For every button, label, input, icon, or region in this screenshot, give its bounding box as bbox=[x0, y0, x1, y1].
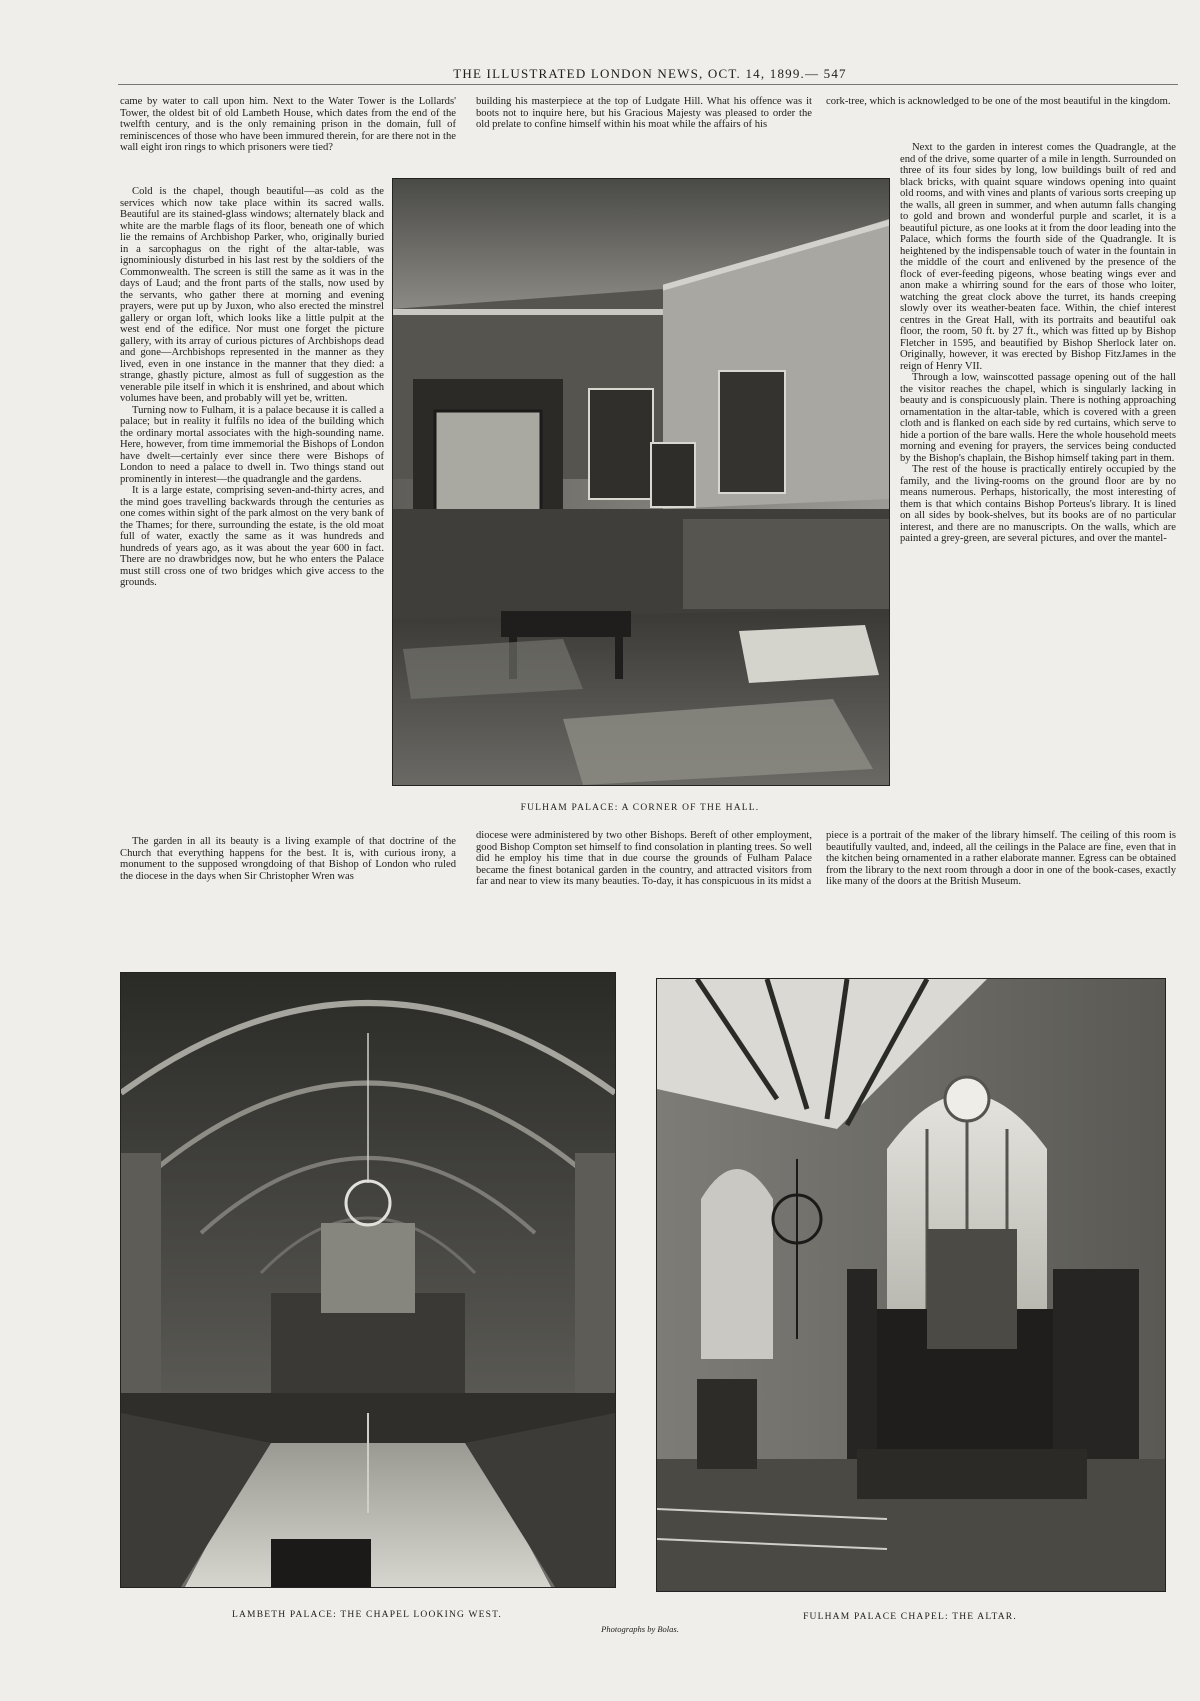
hall-illustration bbox=[393, 179, 889, 785]
paragraph: came by water to call upon him. Next to the Water Tower is the Lollards' Tower, the oldest bit of old Lambeth House, which dates from the end of the twelfth century, and is the only remaining prison in the domain, full of reminiscences of those who have been immured therein, for are there not in the wall eight iron rings to which prisoners were tied? bbox=[120, 96, 456, 153]
paragraph: It is a large estate, comprising seven-and-thirty acres, and the mind goes travelling backwards through the centuries as one comes within sight of the park almost on the very bank of the Thames; for there, surrounding the estate, is the old moat full of water, exactly the same as it was hundreds and hundreds of years ago, as it was about the year 600 in fact. There are no drawbridges now, but he who enters the Palace must still cross one of two bridges which give access to the grounds. bbox=[120, 485, 384, 588]
paragraph: cork-tree, which is acknowledged to be one of the most beautiful in the kingdom. bbox=[826, 96, 1171, 107]
column-middle-top bbox=[476, 96, 812, 146]
photo-lambeth-chapel bbox=[120, 972, 616, 1588]
header-rule bbox=[118, 84, 1178, 85]
column-left bbox=[120, 96, 456, 162]
photo-fulham-hall bbox=[392, 178, 890, 786]
caption-fulham-chapel: FULHAM PALACE CHAPEL: THE ALTAR. bbox=[803, 1612, 1017, 1622]
paragraph: building his masterpiece at the top of Ludgate Hill. What his offence was it boots not to inquire here, but his Gracious Majesty was pleased to order the old prelate to confine himself within his moat while the affairs of his bbox=[476, 96, 812, 130]
paragraph: The garden in all its beauty is a living example of that doctrine of the Church that everything happens for the best. It is, with curious irony, a monument to the supposed wrongdoing of that Bishop of London who ruled the diocese in the days when Sir Christopher Wren was bbox=[120, 836, 456, 882]
photo-fulham-chapel-altar bbox=[656, 978, 1166, 1592]
paragraph: piece is a portrait of the maker of the library himself. The ceiling of this room is beautifully vaulted, and, indeed, all the ceilings in the Palace are fine, even that in the kitchen being ornamented in a rather elaborate manner. Egress can be obtained from the library to the next room through a door in one of the book-cases, exactly like many of the doors at the British Museum. bbox=[826, 830, 1176, 887]
caption-lambeth-chapel: LAMBETH PALACE: THE CHAPEL LOOKING WEST. bbox=[231, 1610, 503, 1620]
column-right-bottom bbox=[826, 830, 1176, 926]
caption-hall: FULHAM PALACE: A CORNER OF THE HALL. bbox=[520, 803, 760, 813]
paragraph: Next to the garden in interest comes the Quadrangle, at the end of the drive, some quarter of a mile in length. Surrounded on three of its four sides by long, low buildings built of red and black bricks, with quaint square windows opening into quaint old rooms, and with vines and plants of various sorts creeping up the walls, all green in summer, and when autumn falls changing to gold and brown and wonderful purple and scarlet, it is a beautiful picture, as one looks at it from the door leading into the Palace, which forms the fourth side of the Quadrangle. It is heightened by the indispensable touch of water in the fountain in the middle of the court and enlivened by the presence of the flock of ever-feeding pigeons, whose beating wings ever and anon make a whirring sound for the ears of those who loiter, watching the great clock above the turret, its hands creeping slowly over its weather-beaten face. Within, the chief interest centres in the Great Hall, with its portraits and beautiful oak floor, the room, 50 ft. by 27 ft., which was fitted up by Bishop Fletcher in 1595, and beautified by Bishop Sherlock later on. Originally, however, it was erected by Bishop FitzJames in the reign of Henry VII. bbox=[900, 142, 1176, 372]
column-right-top bbox=[826, 96, 1176, 140]
column-right-narrow bbox=[900, 142, 1176, 824]
masthead: THE ILLUSTRATED LONDON NEWS, OCT. 14, 1899.— 547 bbox=[453, 66, 847, 81]
paragraph: diocese were administered by two other Bishops. Bereft of other employment, good Bishop Compton set himself to find consolation in planting trees. So well did he employ his time that in due course the grounds of Fulham Palace became the finest botanical garden in the country, and attracted visitors from far and near to view its many beauties. To-day, it has conspicuous in its midst a bbox=[476, 830, 812, 887]
fulham-chapel-illustration bbox=[657, 979, 1165, 1591]
paragraph: The rest of the house is practically entirely occupied by the family, and the living-rooms on the ground floor are by no means numerous. Perhaps, historically, the most interesting of them is that which contains Bishop Porteus's library. It is lined on all sides by book-shelves, but its books are of no particular interest, and there are no manuscripts. On the walls, which are painted a grey-green, are several pictures, and over the mantel- bbox=[900, 464, 1176, 544]
column-left-narrow bbox=[120, 186, 384, 816]
paragraph: Turning now to Fulham, it is a palace because it is called a palace; but in reality it fulfils no idea of the building which the ordinary mortal associates with the high-sounding name. Here, however, from time immemorial the Bishops of London have dwelt—certainly ever since there were Bishops of London to need a palace to dwell in. Two things stand out prominently in interest—the quadrangle and the gardens. bbox=[120, 404, 384, 485]
photo-credit: Photographs by Bolas. bbox=[601, 1624, 679, 1634]
column-middle-bottom bbox=[476, 830, 812, 926]
lambeth-chapel-illustration bbox=[121, 973, 615, 1587]
paragraph: Cold is the chapel, though beautiful—as cold as the services which now take place within its sacred walls. Beautiful are its stained-glass windows; alternately black and white are the marble flags of its floor, beneath one of which lie the remains of Archbishop Parker, who, originally buried in a sarcophagus on the right of the altar-table, was ignominiously disturbed in his last rest by the soldiers of the Commonwealth. The screen is still the same as it was in the days of Laud; and the front parts of the stalls, now used by the servants, who gather there at morning and evening prayers, were put up by Juxon, who also erected the minstrel gallery or organ loft, which looks like a little pulpit at the west end of the edifice. Nor must one forget the picture gallery, with its array of curious pictures of Archbishops dead and gone—Archbishops represented in the manner as they lived, even in one instance in the manner that they died: a strange, ghastly picture, almost as full of suggestion as the venerable pile itself in which it is enshrined, and about which volumes have been, and probably will yet be, written. bbox=[120, 186, 384, 404]
paragraph: Through a low, wainscotted passage opening out of the hall the visitor reaches the chapel, which is singularly lacking in beauty and is conspicuously plain. There is nothing approaching ornamentation in the altar-table, which is covered with a green cloth and is flanked on each side by red curtains, which serve to hide a portion of the bare walls. Here the whole household meets morning and evening for prayers, the services being conducted by the Bishop's chaplain, the Bishop himself taking part in them. bbox=[900, 372, 1176, 464]
column-left-bottom bbox=[120, 836, 456, 932]
